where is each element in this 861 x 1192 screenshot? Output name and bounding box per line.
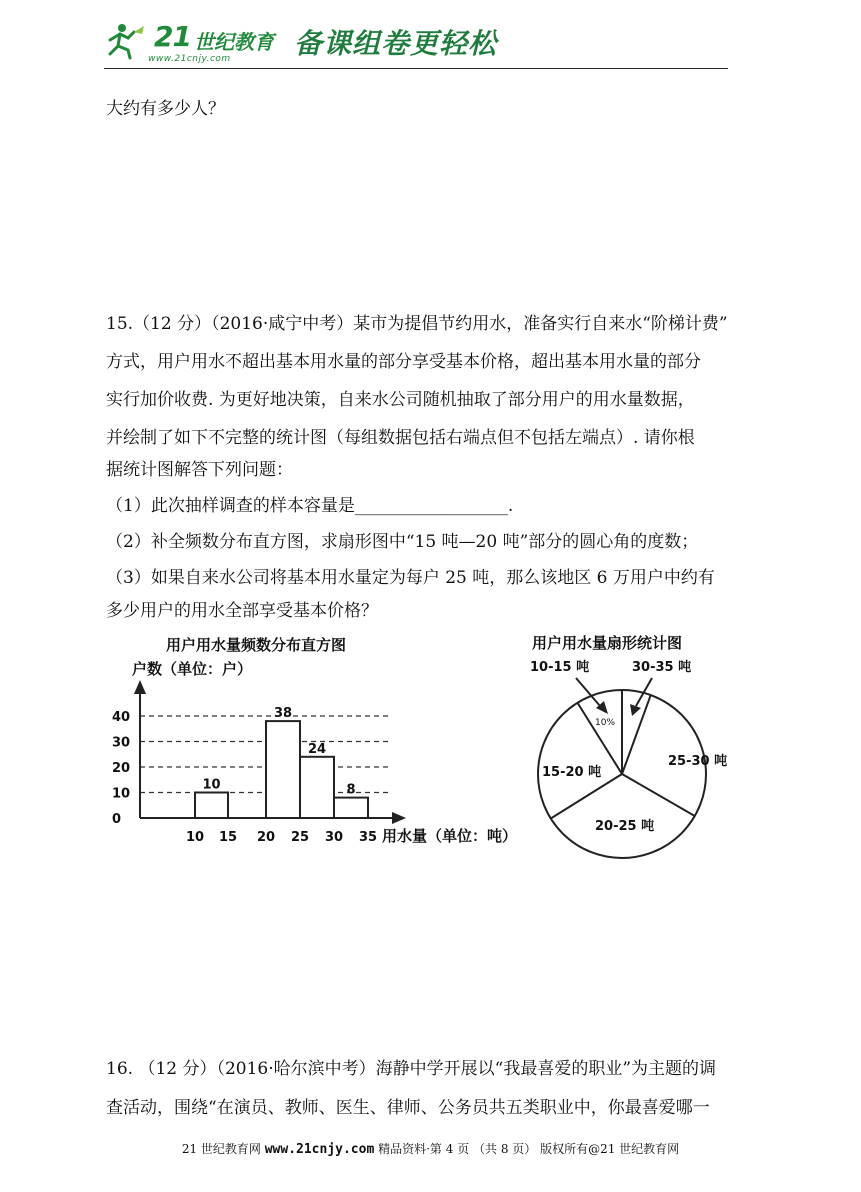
logo-url: www.21cnjy.com <box>148 54 231 64</box>
y-tick-label: 30 <box>112 735 131 751</box>
x-tick-label: 10 <box>185 830 205 845</box>
y-tick-label: 10 <box>112 786 131 802</box>
histogram-bar <box>266 721 300 818</box>
callout-arrowhead-icon <box>630 704 641 716</box>
previous-question-tail: 大约有多少人？ <box>106 99 225 119</box>
pie-label-20-25: 20-25 吨 <box>595 819 655 834</box>
histogram-bars <box>195 706 368 818</box>
y-tick-label: 40 <box>112 710 131 725</box>
header-slogan: 备课组卷更轻松 <box>294 27 498 60</box>
y-axis-arrow-icon <box>134 680 146 694</box>
footer-site-link[interactable]: www.21cnjy.com <box>264 1142 375 1157</box>
q15-line-5: 据统计图解答下列问题： <box>106 460 293 480</box>
histogram-y-axis-label: 户数（单位：户） <box>132 660 253 678</box>
pie-slice-boundary <box>551 774 622 819</box>
histogram-x-ticks <box>186 830 377 845</box>
pie-percent-10-15: 10% <box>595 718 616 728</box>
pie-label-15-20: 15-20 吨 <box>542 765 602 780</box>
q16-line-2: 查活动，围绕“在演员、教师、医生、律师、公务员共五类职业中，你最喜爱哪一 <box>106 1098 710 1118</box>
x-tick-label: 30 <box>324 830 344 845</box>
pie-label-25-30: 25-30 吨 <box>668 754 728 769</box>
x-tick-label: 35 <box>358 830 378 845</box>
q15-line-3: 实行加价收费. 为更好地决策，自来水公司随机抽取了部分用户的用水量数据， <box>106 390 695 410</box>
histogram-chart <box>100 628 530 858</box>
q15-sub-3a: （3）如果自来水公司将基本用水量定为每户 25 吨，那么该地区 6 万用户中约有 <box>106 568 715 588</box>
y-tick-label: 20 <box>112 761 131 776</box>
pie-slice-boundary <box>622 774 695 816</box>
logo-number: 21 <box>154 20 191 53</box>
q15-sub-2: （2）补全频数分布直方图，求扇形图中“15 吨—20 吨”部分的圆心角的度数； <box>106 532 699 552</box>
footer-right: 精品资料·第 4 页 （共 8 页） 版权所有@21 世纪教育网 <box>374 1142 680 1156</box>
pie-slice-boundary <box>577 703 622 774</box>
bar-value-label: 10 <box>202 777 221 793</box>
x-tick-label: 15 <box>218 830 238 845</box>
pie-title: 用户用水量扇形统计图 <box>532 634 683 652</box>
q16-line-1: 16. （12 分）（2016·哈尔滨中考）海静中学开展以“我最喜爱的职业”为主题的调 <box>106 1059 717 1079</box>
q15-sub-3b: 多少用户的用水全部享受基本价格？ <box>106 601 378 621</box>
q15-line-1: 15.（12 分）（2016·咸宁中考）某市为提倡节约用水，准备实行自来水“阶梯计费” <box>106 314 728 334</box>
page-header <box>104 18 728 72</box>
histogram-x-axis-label: 用水量（单位：吨） <box>382 827 518 845</box>
histogram-bar <box>195 793 228 819</box>
header-divider <box>104 68 728 69</box>
footer-left: 21 世纪教育网 <box>181 1142 265 1156</box>
pie-label-30-35: 30-35 吨 <box>632 660 692 675</box>
q15-line-4: 并绘制了如下不完整的统计图（每组数据包括右端点但不包括左端点）. 请你根 <box>106 428 695 448</box>
histogram-title: 用户用水量频数分布直方图 <box>166 636 347 654</box>
pie-chart <box>520 628 730 863</box>
bar-value-label: 38 <box>273 706 293 722</box>
pie-label-10-15: 10-15 吨 <box>530 660 590 675</box>
bar-value-label: 8 <box>346 782 356 798</box>
x-axis-arrow-icon <box>392 812 406 824</box>
q15-sub-1: （1）此次抽样调查的样本容量是__________________. <box>106 496 514 516</box>
histogram-bar <box>300 757 334 818</box>
x-tick-label: 25 <box>290 830 310 845</box>
q15-line-2: 方式，用户用水不超出基本用水量的部分享受基本价格，超出基本用水量的部分 <box>106 352 701 372</box>
page-footer <box>0 1140 861 1157</box>
x-tick-label: 20 <box>256 830 276 845</box>
logo-text: 世纪教育 <box>194 30 274 54</box>
histogram-y-ticks <box>112 710 130 827</box>
bar-value-label: 24 <box>307 741 327 757</box>
y-tick-label: 0 <box>112 812 122 827</box>
histogram-bar <box>334 798 368 818</box>
